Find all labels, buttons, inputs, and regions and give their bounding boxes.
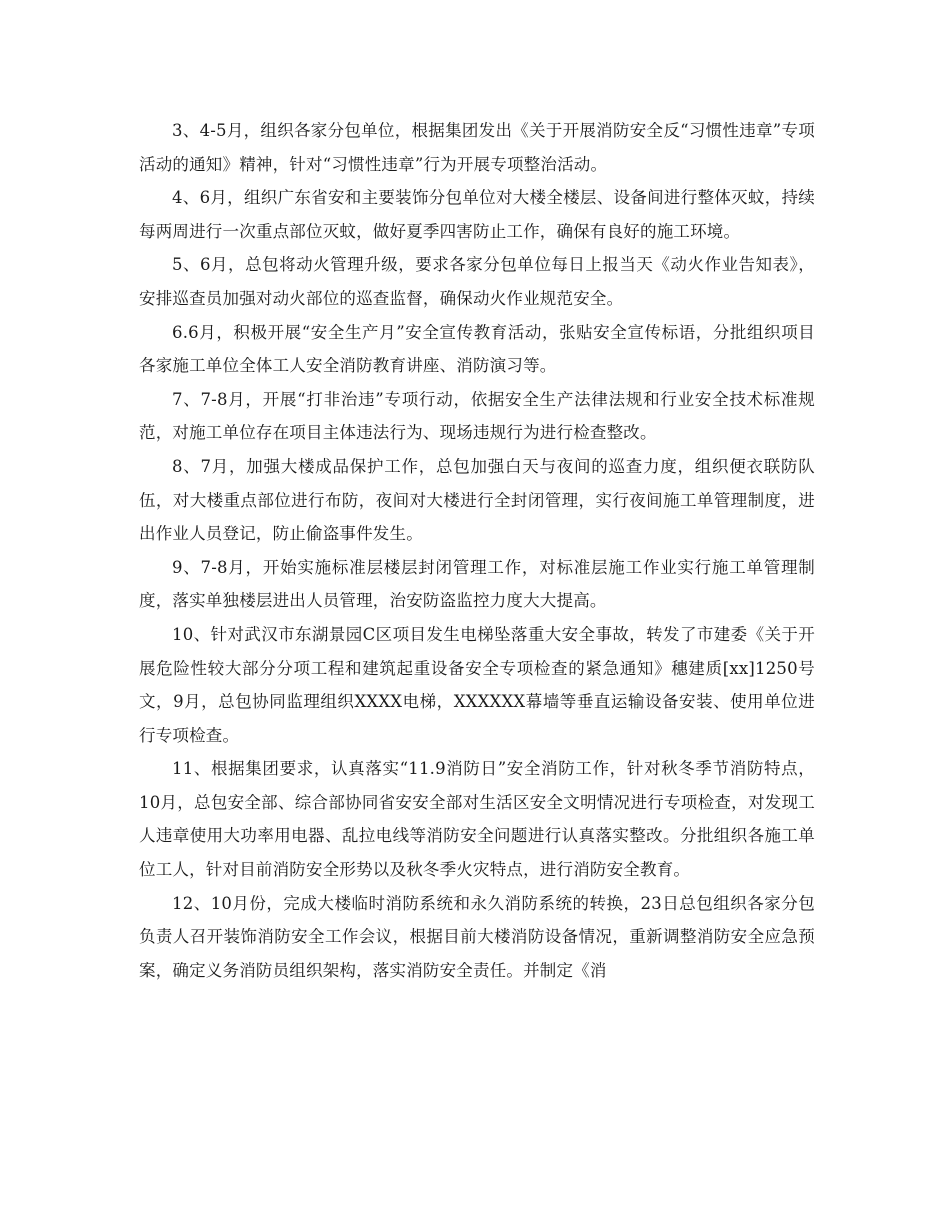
paragraph-item-7: 7、7-8月，开展“打非治违”专项行动，依据安全生产法律法规和行业安全技术标准规范，对施工单位存在项目主体违法行为、现场违规行为进行检查整改。 <box>139 389 815 443</box>
paragraph-item-9: 9、7-8月，开始实施标准层楼层封闭管理工作，对标准层施工作业实行施工单管理制度，落实单独楼层进出人员管理，治安防盗监控力度大大提高。 <box>139 557 815 611</box>
paragraph-item-6: 6.6月，积极开展“安全生产月”安全宣传教育活动，张贴安全宣传标语，分批组织项目各家施工单位全体工人安全消防教育讲座、消防演习等。 <box>139 322 815 376</box>
paragraph-item-4: 4、6月，组织广东省安和主要装饰分包单位对大楼全楼层、设备间进行整体灭蚊，持续每两周进行一次重点部位灭蚊，做好夏季四害防止工作，确保有良好的施工环境。 <box>139 188 815 241</box>
paragraph-item-12: 12、10月份，完成大楼临时消防系统和永久消防系统的转换，23日总包组织各家分包负责人召开装饰消防安全工作会议，根据目前大楼消防设备情况，重新调整消防安全应急预案，确定义务消防员组织架构，落实消防安全责任。并制定《消 <box>139 893 815 980</box>
paragraph-item-3: 3、4-5月，组织各家分包单位，根据集团发出《关于开展消防安全反“习惯性违章”专项活动的通知》精神，针对“习惯性违章”行为开展专项整治活动。 <box>139 121 815 174</box>
paragraph-item-10: 10、针对武汉市东湖景园C区项目发生电梯坠落重大安全事故，转发了市建委《关于开展危险性较大部分分项工程和建筑起重设备安全专项检查的紧急通知》穗建质[xx]1250号文，9月，总包协同监理组织XXXX电梯，XXXXXX幕墙等垂直运输设备安装、使用单位进行专项检查。 <box>139 624 815 745</box>
paragraph-item-11: 11、根据集团要求，认真落实“11.9消防日”安全消防工作，针对秋冬季节消防特点，10月，总包安全部、综合部协同省安安全部对生活区安全文明情况进行专项检查，对发现工人违章使用大功率用电器、乱拉电线等消防安全问题进行认真落实整改。分批组织各施工单位工人，针对目前消防安全形势以及秋冬季火灾特点，进行消防安全教育。 <box>139 759 815 880</box>
paragraph-item-5: 5、6月，总包将动火管理升级，要求各家分包单位每日上报当天《动火作业告知表》，安排巡查员加强对动火部位的巡查监督，确保动火作业规范安全。 <box>139 255 815 308</box>
paragraph-item-8: 8、7月，加强大楼成品保护工作，总包加强白天与夜间的巡查力度，组织便衣联防队伍，对大楼重点部位进行布防，夜间对大楼进行全封闭管理，实行夜间施工单管理制度，进出作业人员登记，防止偷盗事件发生。 <box>139 456 815 544</box>
document-body <box>139 114 815 987</box>
